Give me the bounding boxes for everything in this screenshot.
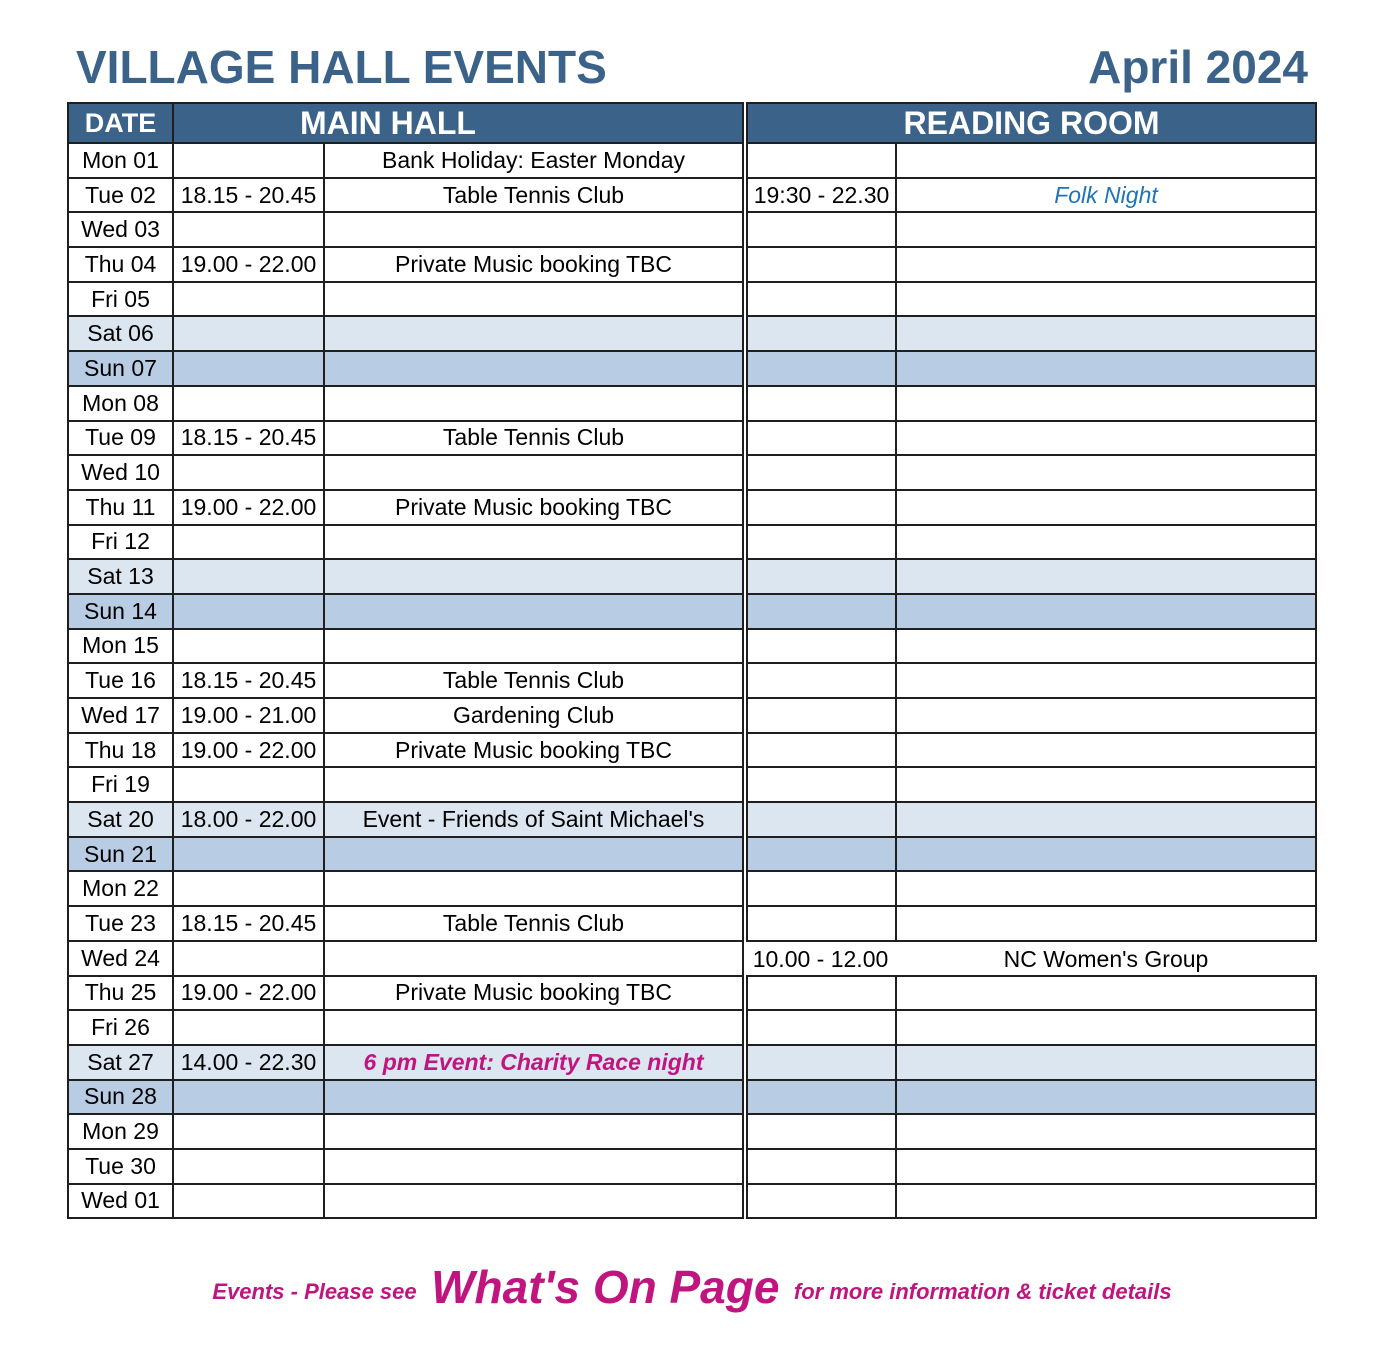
main-hall-event-cell — [323, 281, 744, 318]
table-row — [67, 768, 1319, 803]
table-row — [67, 387, 1319, 422]
reading-room-time-cell — [746, 1079, 897, 1116]
main-hall-event-cell — [323, 836, 744, 873]
table-row — [67, 630, 1319, 665]
reading-room-time-cell — [746, 281, 897, 318]
main-hall-time-cell: 18.15 - 20.45 — [172, 420, 325, 457]
main-hall-event-cell: Table Tennis Club — [323, 905, 744, 942]
main-hall-time-cell — [172, 870, 325, 907]
reading-room-event-cell — [895, 905, 1317, 942]
main-hall-event-cell — [323, 1183, 744, 1220]
reading-room-time-cell — [746, 350, 897, 387]
main-hall-time-cell — [172, 940, 325, 977]
table-row — [67, 456, 1319, 491]
reading-room-time-cell — [746, 836, 897, 873]
main-hall-time-cell: 19.00 - 22.00 — [172, 246, 325, 283]
reading-room-event-cell — [895, 1183, 1317, 1220]
main-hall-time-cell — [172, 454, 325, 491]
main-hall-time-cell — [172, 350, 325, 387]
reading-room-time-cell — [746, 662, 897, 699]
reading-room-event-cell — [895, 1113, 1317, 1150]
reading-room-time-cell — [746, 697, 897, 734]
reading-room-event-cell — [895, 246, 1317, 283]
main-hall-event-cell: Private Music booking TBC — [323, 732, 744, 769]
footer-before: Events - Please see — [212, 1279, 417, 1304]
main-hall-time-cell — [172, 628, 325, 665]
main-hall-event-cell — [323, 593, 744, 630]
table-row — [67, 560, 1319, 595]
reading-room-time-cell — [746, 142, 897, 179]
table-body — [67, 144, 1319, 1219]
reading-room-event-cell — [895, 524, 1317, 561]
main-hall-event-cell — [323, 940, 744, 977]
main-hall-time-cell — [172, 766, 325, 803]
main-hall-time-cell — [172, 558, 325, 595]
reading-room-event-cell — [895, 766, 1317, 803]
page-title: VILLAGE HALL EVENTS — [76, 41, 607, 93]
reading-room-time-cell — [746, 385, 897, 422]
reading-room-event-cell: Folk Night — [895, 177, 1317, 214]
date-cell: Tue 09 — [67, 420, 174, 457]
reading-room-time-cell — [746, 1148, 897, 1185]
main-hall-event-cell: Table Tennis Club — [323, 420, 744, 457]
reading-room-event-cell — [895, 211, 1317, 248]
reading-room-time-cell — [746, 489, 897, 526]
reading-room-event-cell — [895, 558, 1317, 595]
date-cell: Fri 12 — [67, 524, 174, 561]
main-hall-event-cell — [323, 558, 744, 595]
reading-room-event-cell — [895, 1079, 1317, 1116]
whats-on-link[interactable]: What's On Page — [431, 1261, 780, 1313]
main-hall-time-cell — [172, 142, 325, 179]
reading-room-time-cell — [746, 1009, 897, 1046]
main-hall-event-cell: Event - Friends of Saint Michael's — [323, 801, 744, 838]
main-hall-time-cell — [172, 385, 325, 422]
main-hall-event-cell: Table Tennis Club — [323, 177, 744, 214]
table-row — [67, 422, 1319, 457]
reading-room-time-cell — [746, 211, 897, 248]
main-hall-time-cell: 14.00 - 22.30 — [172, 1044, 325, 1081]
events-table — [67, 102, 1319, 1219]
table-row — [67, 664, 1319, 699]
main-hall-time-cell: 19.00 - 22.00 — [172, 489, 325, 526]
reading-room-time-cell — [746, 1183, 897, 1220]
reading-room-time-cell — [746, 454, 897, 491]
date-cell: Thu 11 — [67, 489, 174, 526]
date-cell: Mon 15 — [67, 628, 174, 665]
table-row — [67, 942, 1319, 977]
date-cell: Fri 19 — [67, 766, 174, 803]
table-row — [67, 144, 1319, 179]
reading-room-time-cell — [746, 905, 897, 942]
reading-room-event-cell — [895, 489, 1317, 526]
reading-room-time-cell — [746, 315, 897, 352]
main-hall-time-cell: 18.15 - 20.45 — [172, 177, 325, 214]
table-row — [67, 1011, 1319, 1046]
main-hall-event-cell — [323, 1009, 744, 1046]
table-row — [67, 1150, 1319, 1185]
main-hall-time-cell: 18.15 - 20.45 — [172, 662, 325, 699]
date-cell: Wed 03 — [67, 211, 174, 248]
main-hall-time-cell — [172, 281, 325, 318]
main-hall-event-cell — [323, 315, 744, 352]
date-cell: Thu 18 — [67, 732, 174, 769]
main-hall-time-cell: 19.00 - 22.00 — [172, 732, 325, 769]
main-hall-event-cell: Private Music booking TBC — [323, 246, 744, 283]
footer-after: for more information & ticket details — [793, 1279, 1172, 1304]
date-cell: Tue 30 — [67, 1148, 174, 1185]
main-hall-time-cell — [172, 593, 325, 630]
main-hall-event-cell — [323, 1079, 744, 1116]
reading-room-time-cell — [746, 732, 897, 769]
table-row — [67, 213, 1319, 248]
reading-room-event-cell — [895, 801, 1317, 838]
table-row — [67, 317, 1319, 352]
main-hall-event-cell: Gardening Club — [323, 697, 744, 734]
table-row — [67, 907, 1319, 942]
main-hall-time-cell — [172, 1148, 325, 1185]
table-row — [67, 248, 1319, 283]
main-hall-event-cell — [323, 766, 744, 803]
reading-room-time-cell — [746, 246, 897, 283]
header-reading-room: READING ROOM — [746, 102, 1317, 144]
main-hall-time-cell — [172, 1079, 325, 1116]
date-cell: Sat 20 — [67, 801, 174, 838]
main-hall-time-cell — [172, 836, 325, 873]
table-row — [67, 595, 1319, 630]
main-hall-event-cell — [323, 1148, 744, 1185]
reading-room-event-cell — [895, 975, 1317, 1012]
reading-room-event-cell — [895, 420, 1317, 457]
reading-room-event-cell — [895, 142, 1317, 179]
main-hall-event-cell — [323, 350, 744, 387]
reading-room-time-cell — [746, 558, 897, 595]
main-hall-event-cell: Table Tennis Club — [323, 662, 744, 699]
reading-room-time-cell — [746, 870, 897, 907]
main-hall-event-cell — [323, 454, 744, 491]
date-cell: Sun 28 — [67, 1079, 174, 1116]
reading-room-event-cell — [895, 385, 1317, 422]
table-header — [67, 102, 1319, 144]
date-cell: Tue 23 — [67, 905, 174, 942]
table-row — [67, 1185, 1319, 1220]
main-hall-time-cell — [172, 315, 325, 352]
main-hall-time-cell: 19.00 - 21.00 — [172, 697, 325, 734]
reading-room-time-cell — [746, 801, 897, 838]
main-hall-event-cell — [323, 628, 744, 665]
date-cell: Sun 14 — [67, 593, 174, 630]
date-cell: Mon 01 — [67, 142, 174, 179]
date-cell: Sun 07 — [67, 350, 174, 387]
reading-room-time-cell — [746, 1113, 897, 1150]
reading-room-time-cell: 19:30 - 22.30 — [746, 177, 897, 214]
reading-room-event-cell — [895, 350, 1317, 387]
main-hall-time-cell: 19.00 - 22.00 — [172, 975, 325, 1012]
main-hall-event-cell: Private Music booking TBC — [323, 975, 744, 1012]
main-hall-time-cell — [172, 211, 325, 248]
month-title: April 2024 — [1088, 41, 1308, 93]
reading-room-time-cell — [746, 766, 897, 803]
table-row — [67, 283, 1319, 318]
main-hall-event-cell — [323, 1113, 744, 1150]
table-row — [67, 491, 1319, 526]
date-cell: Tue 02 — [67, 177, 174, 214]
reading-room-time-cell — [746, 628, 897, 665]
reading-room-time-cell — [746, 975, 897, 1012]
table-row — [67, 734, 1319, 769]
reading-room-event-cell — [895, 870, 1317, 907]
date-cell: Sat 13 — [67, 558, 174, 595]
reading-room-event-cell — [895, 1009, 1317, 1046]
reading-room-event-cell — [895, 1044, 1317, 1081]
reading-room-time-cell — [746, 420, 897, 457]
reading-room-time-cell — [746, 524, 897, 561]
main-hall-event-cell — [323, 211, 744, 248]
date-cell: Mon 29 — [67, 1113, 174, 1150]
main-hall-time-cell — [172, 1009, 325, 1046]
header-main-hall: MAIN HALL — [172, 102, 744, 144]
date-cell: Wed 10 — [67, 454, 174, 491]
date-cell: Mon 22 — [67, 870, 174, 907]
main-hall-event-cell — [323, 870, 744, 907]
table-row — [67, 1046, 1319, 1081]
date-cell: Sat 27 — [67, 1044, 174, 1081]
date-cell: Fri 05 — [67, 281, 174, 318]
table-row — [67, 872, 1319, 907]
reading-room-event-cell — [895, 281, 1317, 318]
table-row — [67, 977, 1319, 1012]
reading-room-event-cell — [895, 836, 1317, 873]
reading-room-event-cell — [895, 315, 1317, 352]
main-hall-event-cell — [323, 385, 744, 422]
main-hall-event-cell: 6 pm Event: Charity Race night — [323, 1044, 744, 1081]
reading-room-event-cell: NC Women's Group — [895, 940, 1317, 977]
table-row — [67, 699, 1319, 734]
table-row — [67, 1081, 1319, 1116]
table-row — [67, 803, 1319, 838]
date-cell: Wed 24 — [67, 940, 174, 977]
table-row — [67, 1115, 1319, 1150]
table-row — [67, 352, 1319, 387]
main-hall-time-cell — [172, 1113, 325, 1150]
reading-room-event-cell — [895, 593, 1317, 630]
main-hall-time-cell — [172, 524, 325, 561]
reading-room-event-cell — [895, 454, 1317, 491]
date-cell: Fri 26 — [67, 1009, 174, 1046]
reading-room-event-cell — [895, 732, 1317, 769]
date-cell: Thu 04 — [67, 246, 174, 283]
date-cell: Sat 06 — [67, 315, 174, 352]
table-row — [67, 838, 1319, 873]
reading-room-event-cell — [895, 662, 1317, 699]
footer-note — [0, 1260, 1384, 1314]
main-hall-event-cell: Private Music booking TBC — [323, 489, 744, 526]
date-cell: Sun 21 — [67, 836, 174, 873]
date-cell: Wed 01 — [67, 1183, 174, 1220]
reading-room-time-cell — [746, 1044, 897, 1081]
main-hall-time-cell: 18.15 - 20.45 — [172, 905, 325, 942]
table-row — [67, 526, 1319, 561]
date-cell: Thu 25 — [67, 975, 174, 1012]
date-cell: Wed 17 — [67, 697, 174, 734]
main-hall-time-cell — [172, 1183, 325, 1220]
main-hall-time-cell: 18.00 - 22.00 — [172, 801, 325, 838]
reading-room-time-cell: 10.00 - 12.00 — [746, 940, 897, 977]
header-date: DATE — [67, 102, 174, 144]
main-hall-event-cell: Bank Holiday: Easter Monday — [323, 142, 744, 179]
main-hall-event-cell — [323, 524, 744, 561]
reading-room-time-cell — [746, 593, 897, 630]
reading-room-event-cell — [895, 628, 1317, 665]
reading-room-event-cell — [895, 697, 1317, 734]
date-cell: Mon 08 — [67, 385, 174, 422]
date-cell: Tue 16 — [67, 662, 174, 699]
table-row — [67, 179, 1319, 214]
reading-room-event-cell — [895, 1148, 1317, 1185]
